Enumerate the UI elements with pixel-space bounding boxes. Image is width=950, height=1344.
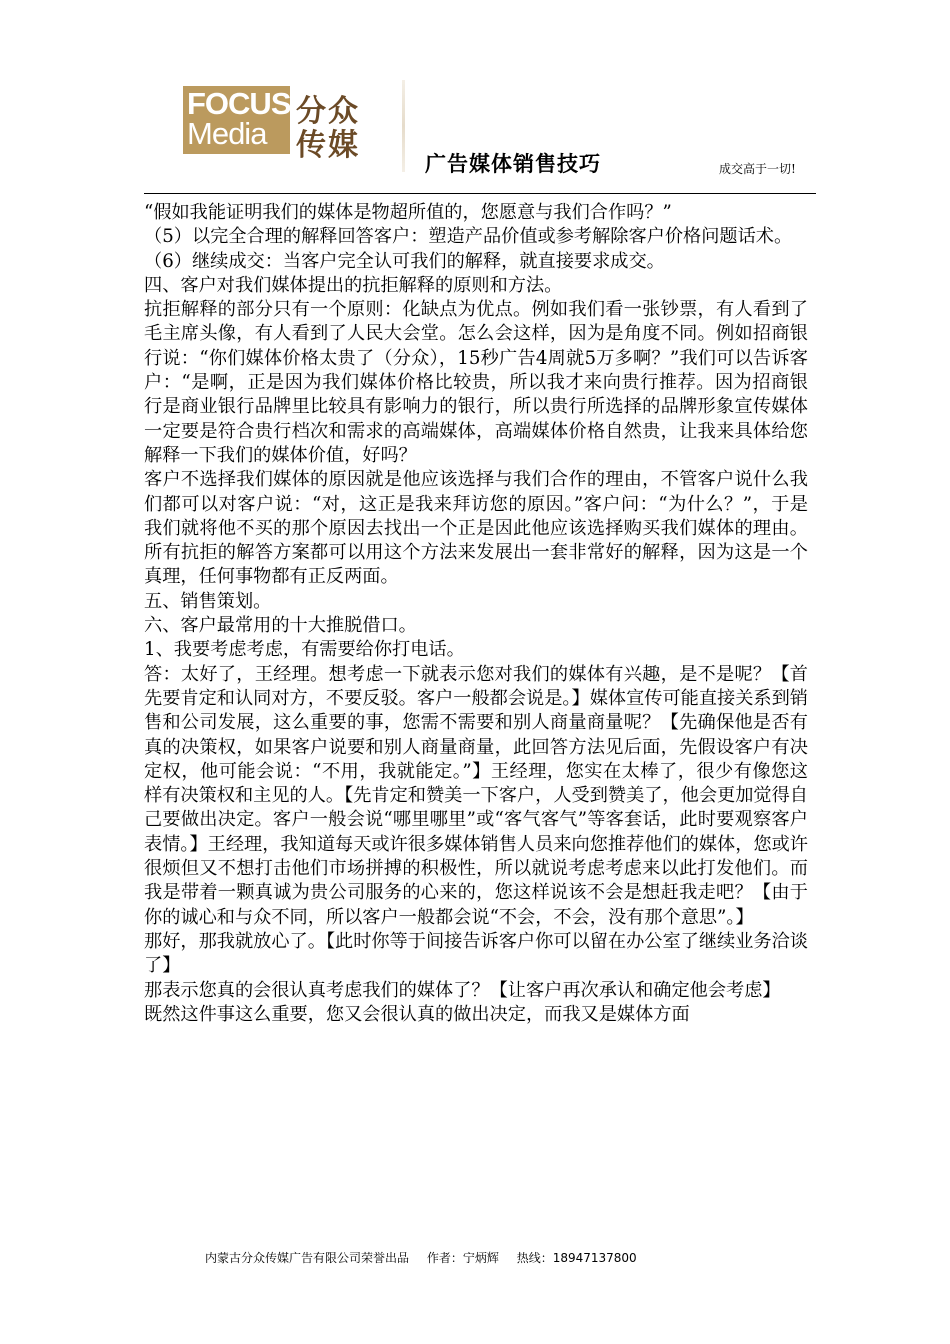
logo-divider — [402, 80, 405, 172]
logo-english-block — [183, 86, 290, 154]
footer-hotline: 热线：18947137800 — [516, 1251, 637, 1265]
paragraph: 答：太好了，王经理。想考虑一下就表示您对我们的媒体有兴趣，是不是呢？【首先要肯定和认同对方，不要反驳。客户一般都会说是。】媒体宣传可能直接关系到销售和公司发展，这么重要的事，您需不需要和别人商量商量呢？【先确保他是否有真的决策权，如果客户说要和别人商量商量，此回答方法见后面，先假设客户有决定权，他可能会说：“不用，我就能定。”】王经理，您实在太棒了，很少有像您这样有决策权和主见的人。【先肯定和赞美一下客户，人受到赞美了，他会更加觉得自己要做出决定。客户一般会说“哪里哪里”或“客气客气”等客套话，此时要观察客户表情。】王经理，我知道每天或许很多媒体销售人员来向您推荐他们的媒体，您或许很烦但又不想打击他们市场拼搏的积极性，所以就说考虑考虑来以此打发他们。而我是带着一颗真诚为贵公司服务的心来的，您这样说该不会是想赶我走吧？【由于你的诚心和与众不同，所以客户一般都会说“不会，不会，没有那个意思”。】 — [144, 663, 808, 928]
footer-author: 作者：宁炳辉 — [426, 1251, 499, 1265]
paragraph: （6）继续成交：当客户完全认可我们的解释，就直接要求成交。 — [144, 250, 665, 272]
paragraph: 那好，那我就放心了。【此时你等于间接告诉客户你可以留在办公室了继续业务洽谈了】 — [144, 930, 808, 977]
header-rule — [144, 193, 816, 194]
logo-chinese-top: 分众 — [296, 94, 360, 129]
list-item-heading: 1、我要考虑考虑，有需要给你打电话。 — [144, 639, 465, 661]
header-motto: 成交高于一切! — [719, 162, 796, 176]
body-text — [144, 201, 808, 1027]
paragraph: （5）以完全合理的解释回答客户：塑造产品价值或参考解除客户价格问题话术。 — [144, 226, 793, 248]
logo-media-text: Media — [187, 116, 267, 151]
focus-media-logo — [183, 86, 373, 163]
document-title: 广告媒体销售技巧 — [425, 151, 601, 176]
paragraph: 抗拒解释的部分只有一个原则：化缺点为优点。例如我们看一张钞票，有人看到了毛主席头像，有人看到了人民大会堂。怎么会这样，因为是角度不同。例如招商银行说：“你们媒体价格太贵了（分众），15秒广告4周就5万多啊？”我们可以告诉客户：“是啊，正是因为我们媒体价格比较贵，所以我才来向贵行推荐。因为招商银行是商业银行品牌里比较具有影响力的银行，所以贵行所选择的品牌形象宣传媒体一定要是符合贵行档次和需求的高端媒体，高端媒体价格自然贵，让我来具体给您解释一下我们的媒体价值，好吗？ — [144, 299, 808, 466]
section-heading: 四、客户对我们媒体提出的抗拒解释的原则和方法。 — [144, 274, 563, 296]
section-heading: 六、客户最常用的十大推脱借口。 — [144, 615, 417, 637]
paragraph: 那表示您真的会很认真考虑我们的媒体了？【让客户再次承认和确定他会考虑】 — [144, 979, 781, 1001]
paragraph: 客户不选择我们媒体的原因就是他应该选择与我们合作的理由，不管客户说什么我们都可以对客户说：“对，这正是我来拜访您的原因。”客户问：“为什么？”，于是我们就将他不买的那个原因去找出一个正是因此他应该选择购买我们媒体的理由。所有抗拒的解答方案都可以用这个方法来发展出一套非常好的解释，因为这是一个真理，任何事物都有正反两面。 — [144, 469, 808, 588]
page-footer — [205, 1249, 651, 1266]
paragraph: 既然这件事这么重要，您又会很认真的做出决定，而我又是媒体方面 — [144, 1003, 690, 1025]
footer-company: 内蒙古分众传媒广告有限公司荣誉出品 — [205, 1251, 410, 1265]
section-heading: 五、销售策划。 — [144, 590, 272, 612]
paragraph: “假如我能证明我们的媒体是物超所值的，您愿意与我们合作吗？” — [144, 202, 672, 223]
logo-chinese-bottom: 传媒 — [296, 128, 360, 163]
logo-focus-text: FOCUS — [187, 86, 291, 121]
